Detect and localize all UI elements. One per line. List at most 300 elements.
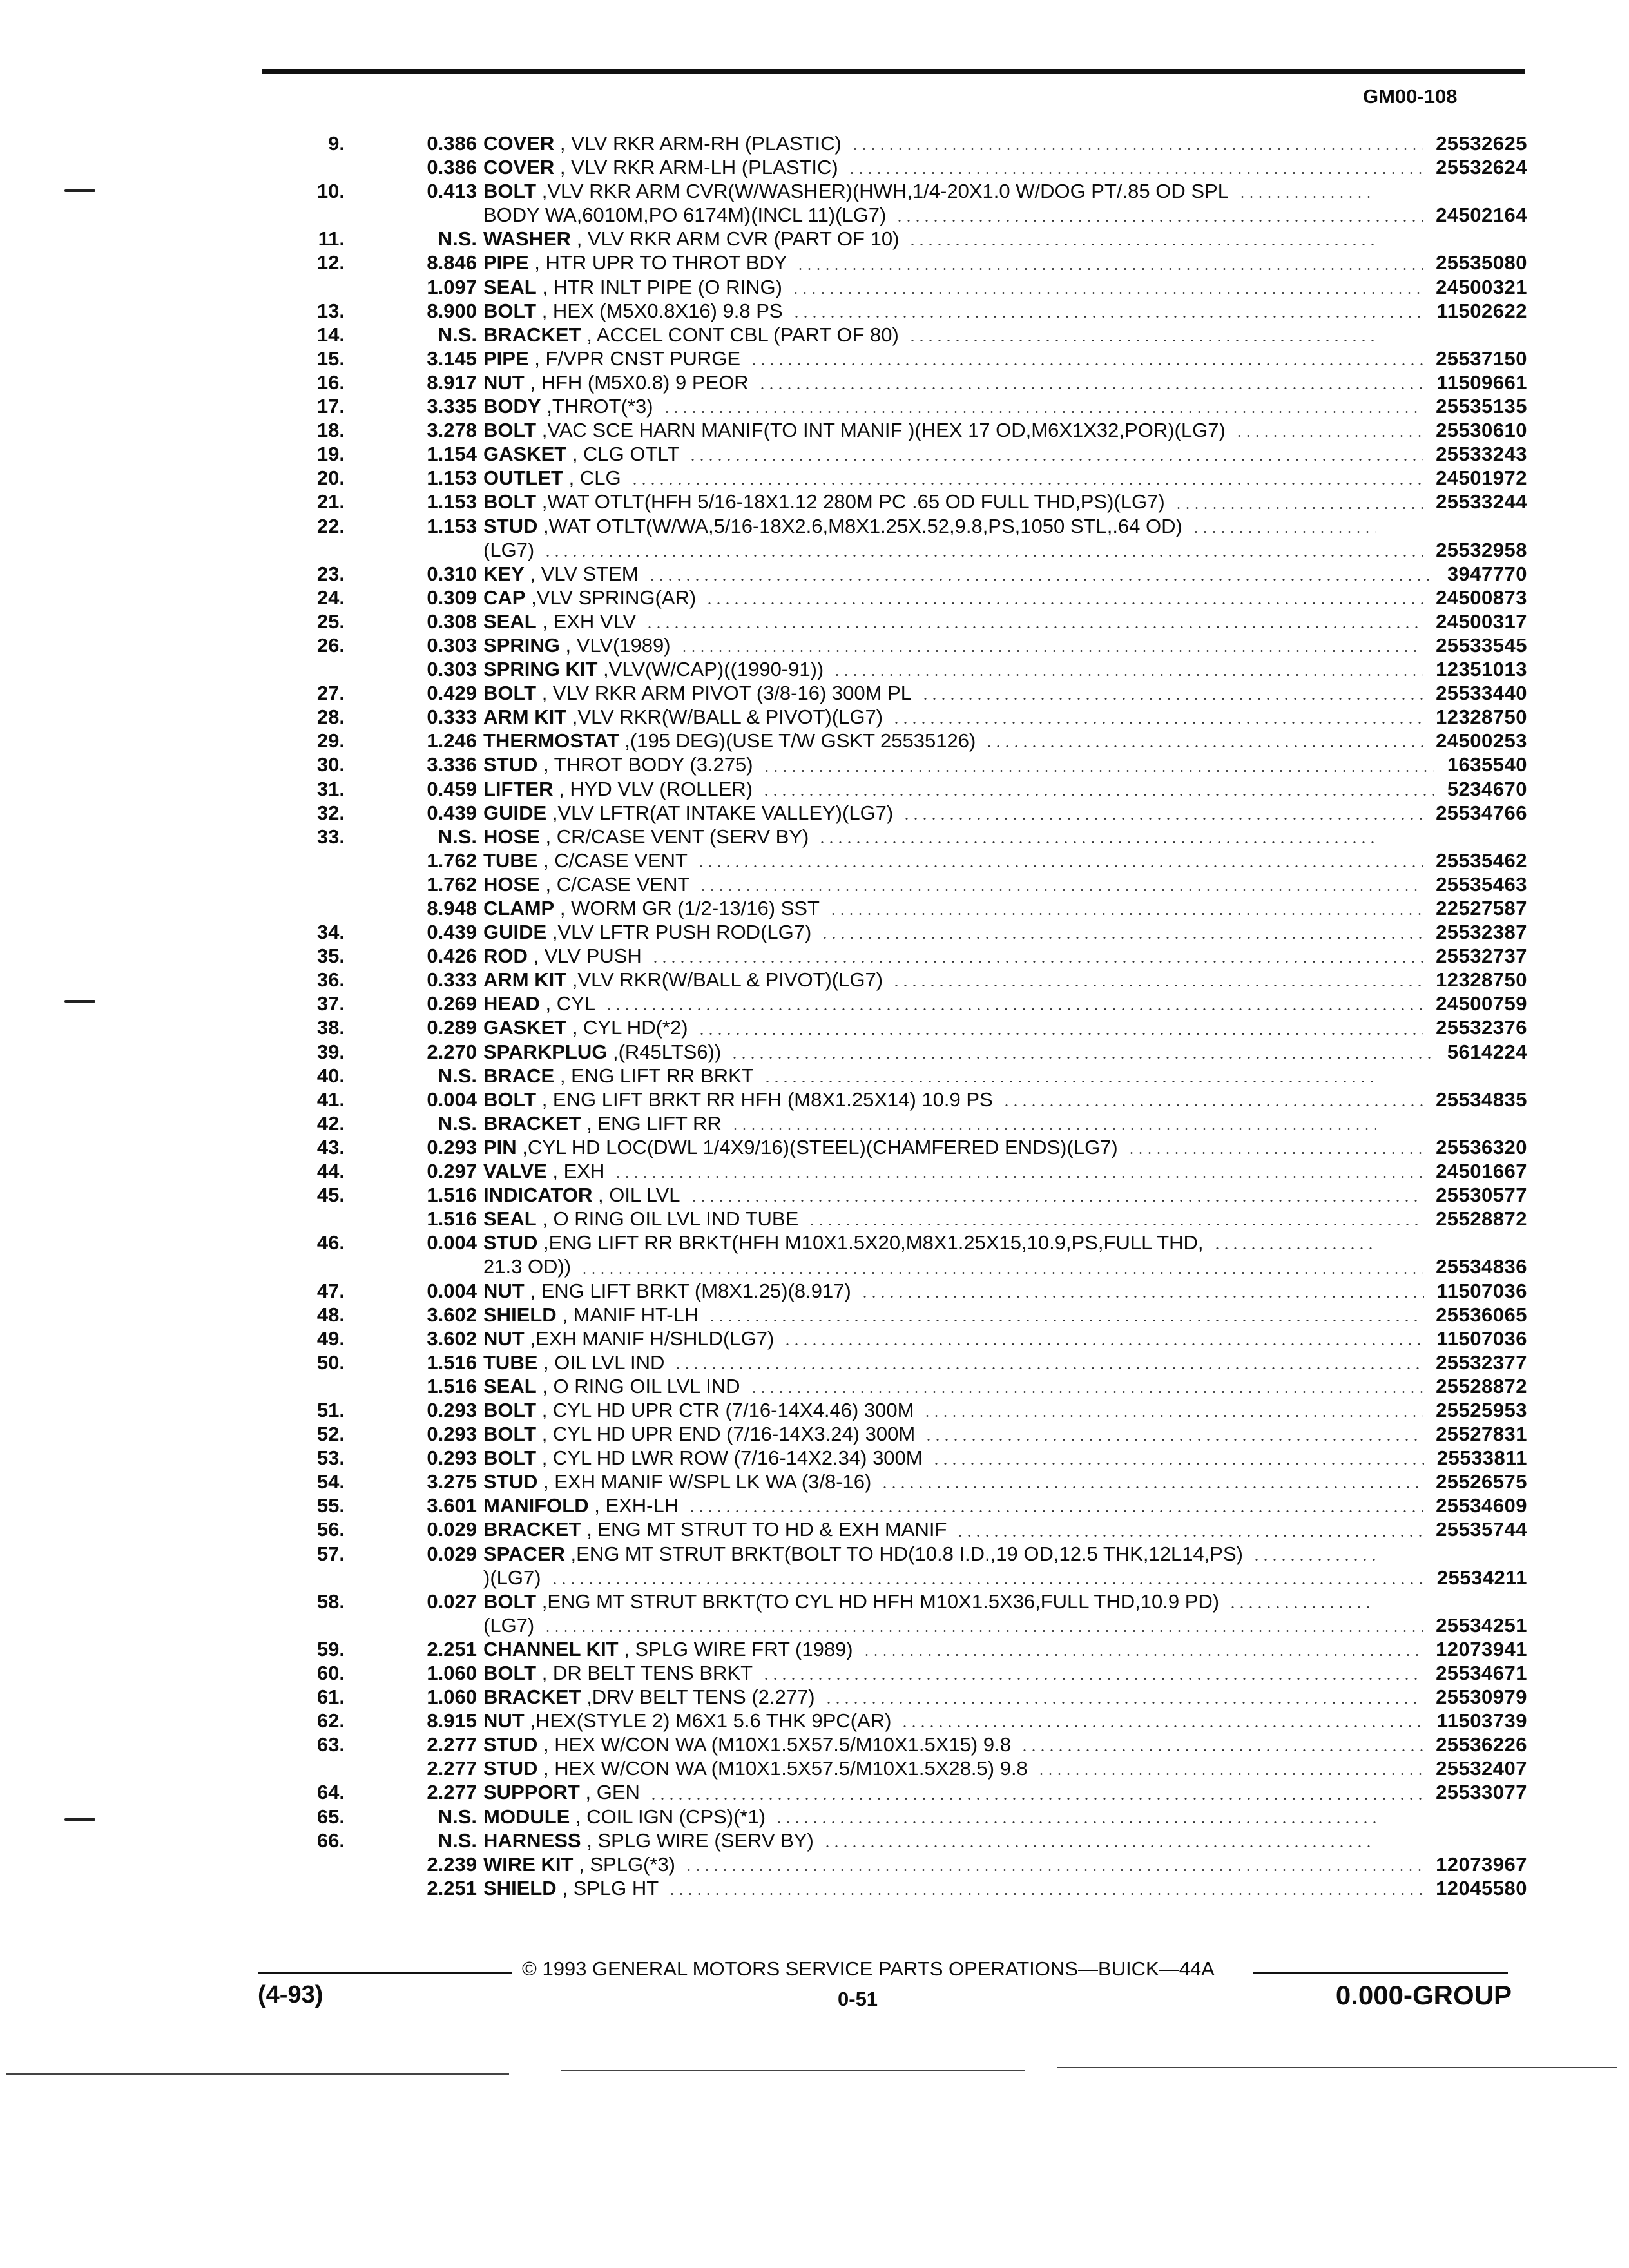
- ref-number: 39.: [316, 1040, 345, 1063]
- group-number: N.S.: [438, 825, 477, 848]
- parts-row: [271, 1398, 1527, 1422]
- description: [483, 1780, 1527, 1804]
- dot-leader: [762, 770, 1434, 772]
- part-description: , CYL: [545, 992, 595, 1015]
- parts-row: [271, 849, 1527, 872]
- description: [483, 1590, 1527, 1613]
- dot-leader: [1235, 435, 1423, 437]
- part-description: , VLV RKR ARM CVR (PART OF 10): [576, 227, 900, 251]
- description: [483, 657, 1527, 681]
- part-name: SPACER: [483, 1542, 565, 1565]
- parts-row: [271, 179, 1527, 203]
- part-name: STUD: [483, 1757, 538, 1780]
- page-code: GM00-108: [1363, 85, 1458, 108]
- group-number: 0.297: [427, 1160, 477, 1183]
- part-description: ,ENG MT STRUT BRKT(BOLT TO HD(10.8 I.D.,19 OD,12.5 THK,12L14,PS): [570, 1542, 1243, 1565]
- part-name: CAP: [483, 586, 526, 609]
- dot-leader: [956, 1535, 1423, 1537]
- description: [483, 1231, 1527, 1254]
- description: [483, 1279, 1527, 1303]
- ref-number: 51.: [316, 1398, 345, 1421]
- part-number: 25537150: [1432, 347, 1527, 370]
- description: [483, 586, 1527, 610]
- group-number: 2.251: [427, 1876, 477, 1899]
- group-number: 2.277: [427, 1733, 477, 1756]
- group-number: 0.289: [427, 1016, 477, 1039]
- part-name: TUBE: [483, 849, 538, 872]
- part-name: COVER: [483, 156, 555, 179]
- part-description: ,VAC SCE HARN MANIF(TO INT MANIF )(HEX 17 OD,M6X1X32,POR)(LG7): [541, 419, 1226, 442]
- part-description: , SPLG WIRE FRT (1989): [624, 1637, 853, 1660]
- group-number: 1.762: [427, 872, 477, 896]
- parts-row: [271, 347, 1527, 370]
- group-number: 3.336: [427, 753, 477, 776]
- part-description: , O RING OIL LVL IND: [542, 1374, 740, 1398]
- group-number: 0.413: [427, 180, 477, 203]
- dot-leader: [662, 411, 1423, 413]
- part-name: CHANNEL KIT: [483, 1637, 619, 1660]
- part-name: THERMOSTAT: [483, 729, 619, 753]
- dot-leader: [697, 1033, 1423, 1035]
- group-number: 8.917: [427, 370, 477, 394]
- ref-number: 12.: [316, 251, 345, 274]
- ref-number: 17.: [316, 395, 345, 418]
- ref-number: 63.: [316, 1733, 345, 1756]
- dot-leader: [932, 1463, 1424, 1465]
- parts-row: [271, 155, 1527, 179]
- group-number: 0.004: [427, 1231, 477, 1254]
- part-name: BOLT: [483, 1446, 537, 1470]
- ref-number: 11.: [318, 227, 345, 251]
- ref-number: 29.: [316, 729, 345, 753]
- parts-row: [271, 275, 1527, 299]
- dot-leader: [1252, 1559, 1376, 1561]
- description: [483, 1374, 1527, 1398]
- dot-leader: [892, 985, 1423, 986]
- group-number: 0.303: [427, 633, 477, 657]
- dot-leader: [758, 387, 1424, 389]
- description: [483, 442, 1527, 466]
- bottom-rule: [6, 2073, 509, 2075]
- description: [483, 1015, 1527, 1039]
- description: [483, 681, 1527, 705]
- part-number: 25534211: [1433, 1566, 1527, 1590]
- parts-row: [271, 1279, 1527, 1303]
- part-description: , THROT BODY (3.275): [543, 753, 753, 776]
- parts-row: [271, 1876, 1527, 1900]
- part-number: 11502622: [1433, 299, 1527, 323]
- group-number: 1.516: [427, 1374, 477, 1398]
- part-name: GUIDE: [483, 801, 547, 824]
- part-name: ARM KIT: [483, 968, 567, 992]
- ref-number: 56.: [316, 1518, 345, 1541]
- description: [483, 203, 1527, 227]
- dot-leader: [900, 1725, 1423, 1727]
- ref-number: 9.: [328, 132, 345, 155]
- group-number: 1.516: [427, 1350, 477, 1374]
- dot-leader: [829, 913, 1423, 915]
- parts-row: [271, 299, 1527, 323]
- description: [483, 394, 1527, 418]
- parts-row: [271, 610, 1527, 633]
- part-name: SHIELD: [483, 1303, 557, 1326]
- part-number: 25532376: [1432, 1015, 1527, 1039]
- description: [483, 538, 1527, 562]
- part-name: ROD: [483, 945, 528, 968]
- ref-number: 38.: [316, 1016, 345, 1039]
- parts-row: [271, 1183, 1527, 1207]
- dot-leader: [902, 818, 1423, 820]
- part-name: KEY: [483, 562, 525, 585]
- dot-leader: [783, 1343, 1423, 1345]
- dot-leader: [699, 889, 1423, 891]
- group-number: N.S.: [438, 1829, 477, 1852]
- part-name: BOLT: [483, 1590, 537, 1613]
- parts-row: [271, 1829, 1527, 1852]
- parts-row: [271, 753, 1527, 776]
- part-number: 25534836: [1432, 1254, 1527, 1278]
- parts-row: [271, 1685, 1527, 1709]
- dot-leader: [1127, 1152, 1423, 1154]
- part-description: , ENG LIFT BRKT RR HFH (M8X1.25X14) 10.9 PS: [541, 1088, 993, 1111]
- ref-number: 14.: [316, 323, 345, 346]
- description: [483, 1470, 1527, 1494]
- ref-number: 36.: [316, 968, 345, 992]
- description: [483, 418, 1527, 442]
- ref-number: 30.: [316, 753, 345, 776]
- dot-leader: [818, 841, 1376, 843]
- group-number: 3.602: [427, 1303, 477, 1326]
- part-number: 24500253: [1432, 729, 1527, 753]
- description: [483, 753, 1527, 776]
- part-name: BOLT: [483, 299, 537, 322]
- dot-leader: [892, 722, 1423, 724]
- part-name: NUT: [483, 1327, 525, 1350]
- part-description: , CYL HD UPR CTR (7/16-14X4.46) 300M: [541, 1398, 914, 1421]
- group-number: 1.246: [427, 729, 477, 753]
- dot-leader: [651, 961, 1423, 963]
- description: [483, 514, 1527, 538]
- part-number: 25533440: [1432, 681, 1527, 705]
- part-number: 25527831: [1432, 1422, 1527, 1446]
- dot-leader: [1174, 507, 1423, 509]
- part-number: 25532407: [1432, 1756, 1527, 1780]
- part-number: 25533244: [1432, 490, 1527, 514]
- part-name: BOLT: [483, 1423, 537, 1446]
- dot-leader: [820, 937, 1423, 939]
- group-number: 0.333: [427, 968, 477, 992]
- part-name: NUT: [483, 370, 525, 394]
- dot-leader: [1020, 1749, 1423, 1751]
- group-number: 0.029: [427, 1542, 477, 1565]
- part-name: INDICATOR: [483, 1184, 593, 1207]
- part-description: , EXH VLV: [542, 610, 637, 633]
- dot-leader: [924, 1439, 1423, 1441]
- part-name: SHIELD: [483, 1876, 557, 1899]
- part-description: ,VLV SPRING(AR): [531, 586, 697, 609]
- part-description: )(LG7): [483, 1566, 541, 1589]
- description: [483, 1566, 1527, 1590]
- parts-row: [271, 370, 1527, 394]
- ref-number: 54.: [316, 1470, 345, 1494]
- part-number: 25532737: [1432, 944, 1527, 968]
- part-name: SPRING: [483, 633, 560, 657]
- parts-row: [271, 323, 1527, 347]
- description: [483, 1040, 1527, 1064]
- part-number: 22527587: [1432, 896, 1527, 920]
- part-description: ,ENG LIFT RR BRKT(HFH M10X1.5X20,M8X1.25X15,10.9,PS,FULL THD,: [543, 1231, 1204, 1254]
- part-description: ,VLV RKR(W/BALL & PIVOT)(LG7): [572, 968, 883, 992]
- part-description: , HYD VLV (ROLLER): [559, 777, 753, 800]
- dot-leader: [673, 1367, 1423, 1369]
- dot-leader: [833, 674, 1423, 676]
- description: [483, 1135, 1527, 1159]
- group-number: N.S.: [438, 1111, 477, 1135]
- part-description: ,(195 DEG)(USE T/W GSKT 25535126): [624, 729, 976, 753]
- group-number: 3.335: [427, 395, 477, 418]
- part-number: 25533077: [1432, 1780, 1527, 1804]
- parts-row: [271, 227, 1527, 251]
- ref-number: 31.: [316, 777, 345, 800]
- description: [483, 1709, 1527, 1733]
- part-number: 12328750: [1432, 705, 1527, 729]
- ref-number: 23.: [316, 562, 345, 585]
- dot-leader: [908, 340, 1376, 341]
- group-number: 3.278: [427, 419, 477, 442]
- description: [483, 1398, 1527, 1422]
- part-number: 25535463: [1432, 872, 1527, 896]
- part-number: 25534835: [1432, 1088, 1527, 1111]
- part-description: , VLV RKR ARM-RH (PLASTIC): [559, 132, 842, 155]
- group-number: N.S.: [438, 227, 477, 251]
- part-description: ,CYL HD LOC(DWL 1/4X9/16)(STEEL)(CHAMFERED ENDS)(LG7): [522, 1135, 1118, 1158]
- parts-row: [271, 801, 1527, 825]
- part-number: 25532958: [1432, 538, 1527, 562]
- part-description: , EXH MANIF W/SPL LK WA (3/8-16): [543, 1470, 872, 1494]
- description: [483, 1111, 1527, 1135]
- group-number: 0.293: [427, 1446, 477, 1470]
- ref-number: 65.: [316, 1805, 345, 1828]
- parts-row: [271, 1303, 1527, 1327]
- description: [483, 1159, 1527, 1183]
- part-name: TUBE: [483, 1350, 538, 1374]
- parts-row: [271, 586, 1527, 610]
- ref-number: 57.: [316, 1542, 345, 1565]
- description: [483, 490, 1527, 514]
- part-number: 25532625: [1432, 131, 1527, 155]
- part-description: , DR BELT TENS BRKT: [541, 1662, 753, 1684]
- part-description: , VLV STEM: [530, 562, 639, 585]
- description: [483, 1661, 1527, 1685]
- part-description: ,VLV LFTR PUSH ROD(LG7): [552, 921, 812, 944]
- parts-row: [271, 1231, 1527, 1254]
- parts-row: [271, 1135, 1527, 1159]
- ref-number: 55.: [316, 1494, 345, 1517]
- part-name: CLAMP: [483, 897, 555, 919]
- description: [483, 370, 1527, 394]
- dot-leader: [921, 698, 1423, 700]
- parts-list: [271, 131, 1527, 1900]
- part-number: 25532387: [1432, 920, 1527, 944]
- dot-leader: [543, 555, 1423, 557]
- part-description: , HEX W/CON WA (M10X1.5X57.5/M10X1.5X28.5) 9.8: [543, 1757, 1028, 1780]
- ref-number: 34.: [316, 921, 345, 944]
- parts-row: [271, 538, 1527, 562]
- ref-number: 44.: [316, 1160, 345, 1183]
- description: [483, 777, 1527, 801]
- description: [483, 825, 1527, 849]
- part-description: ,HEX(STYLE 2) M6X1 5.6 THK 9PC(AR): [530, 1709, 892, 1733]
- ref-number: 15.: [316, 347, 345, 370]
- part-number: 24500759: [1432, 992, 1527, 1015]
- footer-rule-left: [258, 1972, 512, 1974]
- part-description: , COIL IGN (CPS)(*1): [575, 1805, 766, 1828]
- description: [483, 896, 1527, 920]
- dot-leader: [923, 1415, 1423, 1417]
- parts-row: [271, 1613, 1527, 1637]
- part-description: ,VLV RKR(W/BALL & PIVOT)(LG7): [572, 706, 883, 729]
- dot-leader: [851, 148, 1423, 150]
- dot-leader: [762, 1678, 1423, 1680]
- part-description: , GEN: [585, 1781, 640, 1804]
- dot-leader: [689, 1200, 1423, 1202]
- part-description: , ENG MT STRUT TO HD & EXH MANIF: [586, 1518, 947, 1541]
- part-name: HARNESS: [483, 1829, 581, 1852]
- parts-row: [271, 1805, 1527, 1829]
- part-description: , VLV RKR ARM-LH (PLASTIC): [559, 156, 838, 179]
- description: [483, 1207, 1527, 1231]
- part-number: 25533811: [1433, 1446, 1527, 1470]
- dot-leader: [895, 220, 1423, 222]
- part-name: BOLT: [483, 682, 537, 705]
- dot-leader: [847, 172, 1423, 174]
- part-name: BOLT: [483, 419, 537, 442]
- dot-leader: [862, 1654, 1423, 1656]
- part-description: , HFH (M5X0.8) 9 PEOR: [530, 370, 749, 394]
- group-number: 1.153: [427, 466, 477, 490]
- description: [483, 1446, 1527, 1470]
- ref-number: 46.: [316, 1231, 345, 1254]
- part-name: SPARKPLUG: [483, 1040, 608, 1063]
- description: [483, 729, 1527, 753]
- description: [483, 1805, 1527, 1829]
- group-number: 2.277: [427, 1757, 477, 1780]
- dot-leader: [543, 1630, 1423, 1632]
- ref-number: 13.: [316, 299, 345, 322]
- part-description: , EXH: [552, 1160, 605, 1183]
- parts-row: [271, 394, 1527, 418]
- description: [483, 1254, 1527, 1278]
- dot-leader: [1191, 531, 1376, 533]
- description: [483, 944, 1527, 968]
- part-name: STUD: [483, 1231, 538, 1254]
- description: [483, 1327, 1527, 1350]
- ref-number: 49.: [316, 1327, 345, 1350]
- ref-number: 25.: [316, 610, 345, 633]
- part-description: , WORM GR (1/2-13/16) SST: [559, 897, 820, 919]
- ref-number: 33.: [316, 825, 345, 848]
- group-number: 0.004: [427, 1088, 477, 1111]
- ref-number: 42.: [316, 1111, 345, 1135]
- dot-leader: [645, 626, 1423, 628]
- part-name: BOLT: [483, 180, 537, 203]
- ref-number: 62.: [316, 1709, 345, 1733]
- part-description: ,WAT OTLT(W/WA,5/16-18X2.6,M8X1.25X.52,9.8,PS,1050 STL,.64 OD): [543, 514, 1182, 537]
- part-name: HOSE: [483, 825, 540, 848]
- group-number: 0.333: [427, 706, 477, 729]
- description: [483, 1542, 1527, 1566]
- part-number: 12328750: [1432, 968, 1527, 992]
- group-number: 8.900: [427, 299, 477, 322]
- ref-number: 18.: [316, 419, 345, 442]
- description: [483, 610, 1527, 633]
- part-number: 25534671: [1432, 1661, 1527, 1685]
- ref-number: 21.: [316, 490, 345, 514]
- parts-row: [271, 1590, 1527, 1613]
- part-description: ,WAT OTLT(HFH 5/16-18X1.12 280M PC .65 OD FULL THD,PS)(LG7): [541, 490, 1165, 514]
- part-number: 5614224: [1443, 1040, 1527, 1064]
- parts-row: [271, 1780, 1527, 1804]
- part-description: , ACCEL CONT CBL (PART OF 80): [586, 323, 899, 346]
- group-number: 0.293: [427, 1423, 477, 1446]
- part-description: ,DRV BELT TENS (2.277): [586, 1686, 815, 1709]
- part-number: 12351013: [1432, 657, 1527, 681]
- part-description: , F/VPR CNST PURGE: [534, 347, 741, 370]
- part-name: STUD: [483, 753, 538, 776]
- group-number: 1.060: [427, 1686, 477, 1709]
- group-number: 1.060: [427, 1662, 477, 1684]
- part-number: 25526575: [1432, 1470, 1527, 1494]
- parts-row: [271, 705, 1527, 729]
- part-description: , HTR INLT PIPE (O RING): [542, 275, 782, 298]
- part-description: , SPLG(*3): [579, 1852, 676, 1876]
- parts-row: [271, 1207, 1527, 1231]
- group-number: 0.439: [427, 921, 477, 944]
- dot-leader: [668, 1893, 1423, 1895]
- parts-row: [271, 657, 1527, 681]
- part-description: , ENG LIFT RR BRKT: [559, 1064, 754, 1087]
- parts-row: [271, 777, 1527, 801]
- part-name: WIRE KIT: [483, 1852, 574, 1876]
- ref-number: 43.: [316, 1135, 345, 1158]
- group-number: 0.426: [427, 945, 477, 968]
- part-name: BOLT: [483, 1088, 537, 1111]
- part-description: , VLV PUSH: [533, 945, 642, 968]
- description: [483, 1350, 1527, 1374]
- part-name: BRACKET: [483, 1518, 581, 1541]
- dot-leader: [731, 1128, 1376, 1130]
- dot-leader: [708, 1320, 1423, 1321]
- parts-row: [271, 968, 1527, 992]
- group-number: 0.293: [427, 1398, 477, 1421]
- description: [483, 275, 1527, 299]
- part-number: 25530979: [1432, 1685, 1527, 1709]
- part-description: , EXH-LH: [594, 1494, 679, 1517]
- part-number: 5234670: [1443, 777, 1527, 801]
- part-description: , OIL LVL IND: [543, 1350, 665, 1374]
- part-name: WASHER: [483, 227, 572, 251]
- part-name: HEAD: [483, 992, 540, 1015]
- part-description: ,VLV RKR ARM CVR(W/WASHER)(HWH,1/4-20X1.0 W/DOG PT/.85 OD SPL: [541, 180, 1229, 203]
- dot-leader: [705, 602, 1423, 604]
- ref-number: 66.: [316, 1829, 345, 1852]
- part-number: 3947770: [1443, 562, 1527, 586]
- parts-row: [271, 872, 1527, 896]
- description: [483, 251, 1527, 274]
- part-description: , OIL LVL: [597, 1184, 680, 1207]
- parts-row: [271, 1350, 1527, 1374]
- part-name: PIPE: [483, 251, 529, 274]
